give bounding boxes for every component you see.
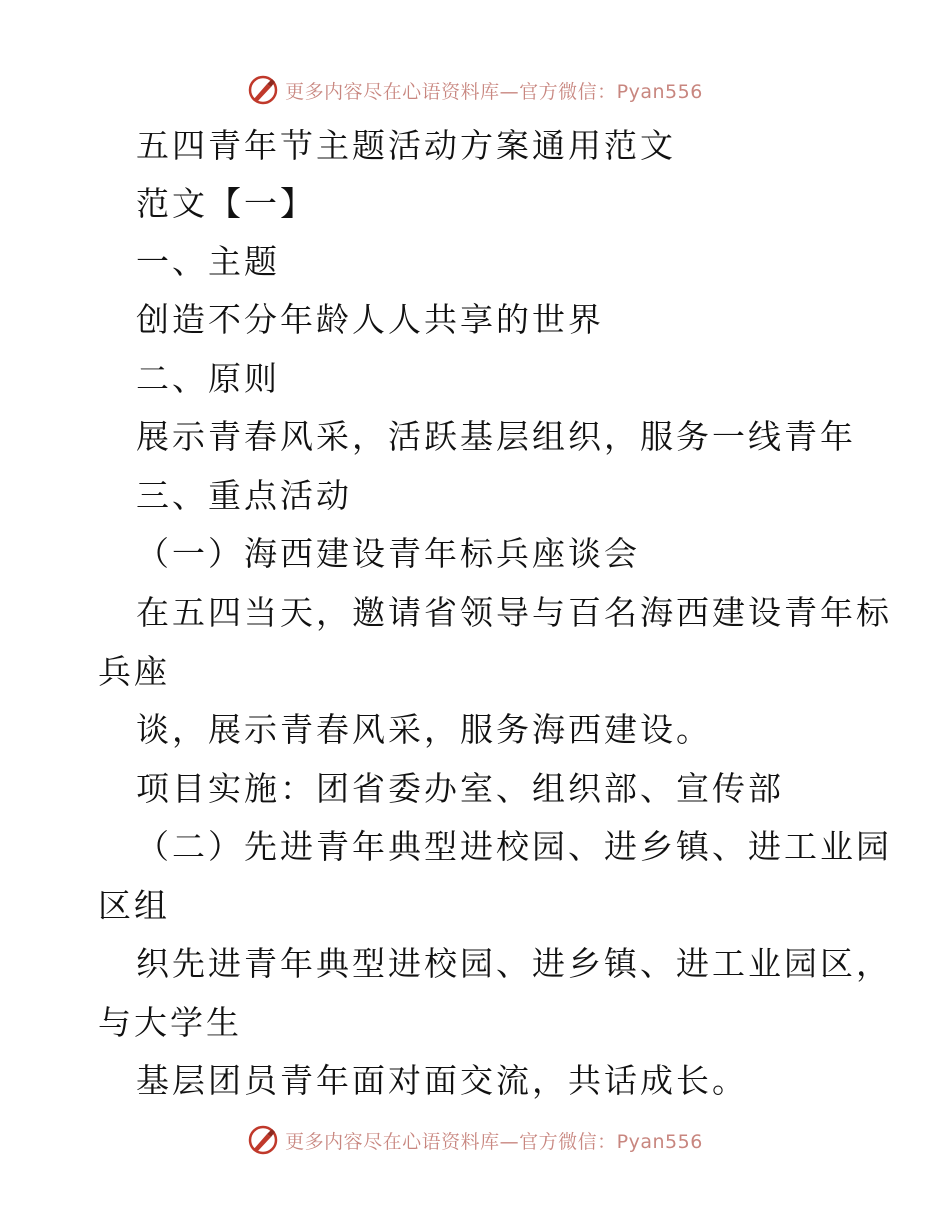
subsection-heading: （一）海西建设青年标兵座谈会 xyxy=(136,534,640,573)
paragraph-line: 基层团员青年面对面交流，共话成长。 xyxy=(136,1061,748,1100)
section-heading: 二、原则 xyxy=(136,359,280,398)
paragraph-line: 在五四当天，邀请省领导与百名海西建设青年标 xyxy=(136,593,892,632)
paragraph-line: 织先进青年典型进校园、进乡镇、进工业园区， xyxy=(136,944,892,983)
paragraph-line: 与大学生 xyxy=(98,1003,242,1042)
watermark-text: 更多内容尽在心语资料库—官方微信：Pyan556 xyxy=(285,1130,703,1153)
paragraph-line: 创造不分年龄人人共享的世界 xyxy=(136,300,604,339)
paragraph-line: 展示青春风采，活跃基层组织，服务一线青年 xyxy=(136,417,856,456)
paragraph-line: 区组 xyxy=(98,886,170,925)
section-heading: 三、重点活动 xyxy=(136,476,352,515)
watermark-footer xyxy=(0,1118,950,1162)
watermark-text: 更多内容尽在心语资料库—官方微信：Pyan556 xyxy=(285,80,703,103)
document-title: 五四青年节主题活动方案通用范文 xyxy=(136,126,676,165)
subsection-heading: （二）先进青年典型进校园、进乡镇、进工业园 xyxy=(136,827,892,866)
section-heading: 一、主题 xyxy=(136,242,280,281)
pen-logo-icon xyxy=(247,1124,279,1156)
section-heading: 范文【一】 xyxy=(136,184,316,223)
watermark-header xyxy=(0,68,950,112)
pen-logo-icon xyxy=(247,74,279,106)
paragraph-line: 项目实施：团省委办室、组织部、宣传部 xyxy=(136,769,784,808)
paragraph-line: 谈，展示青春风采，服务海西建设。 xyxy=(136,710,712,749)
paragraph-line: 兵座 xyxy=(98,652,170,691)
